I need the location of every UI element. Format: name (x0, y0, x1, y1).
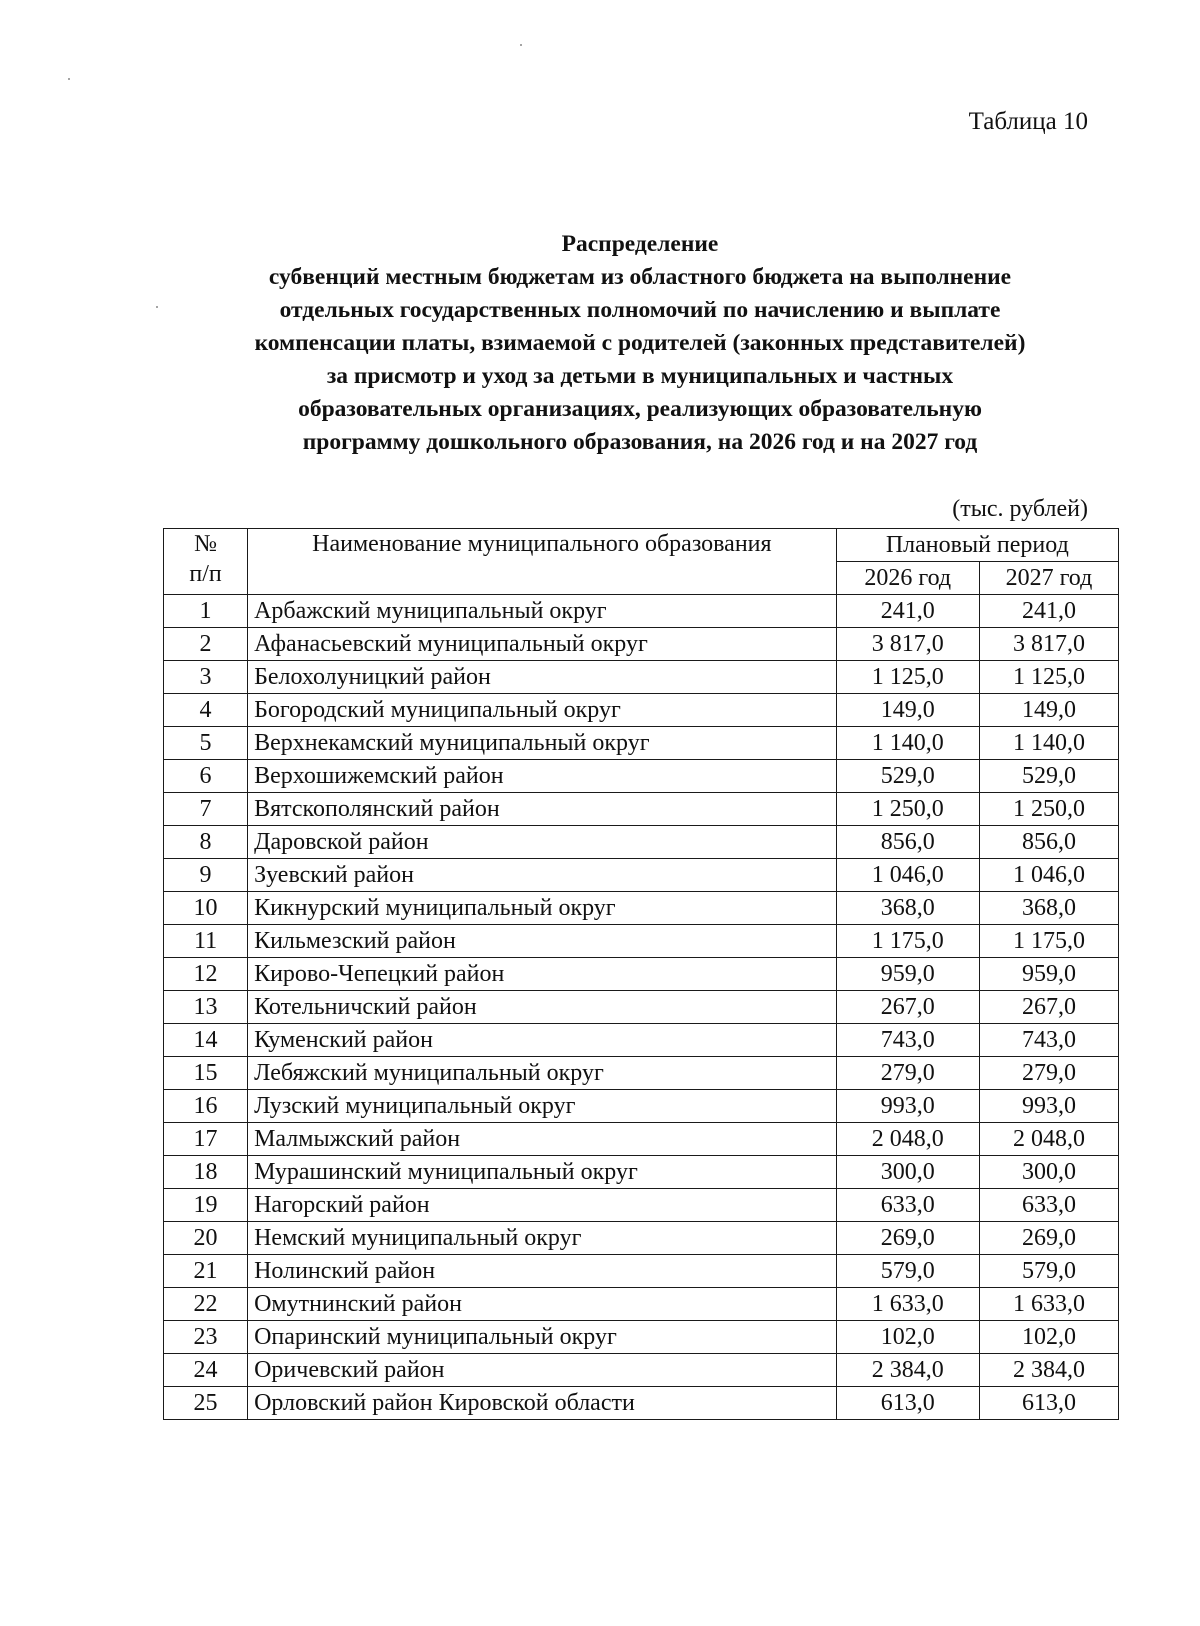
row-value-2026: 1 250,0 (836, 793, 979, 826)
row-name: Богородский муниципальный округ (248, 694, 837, 727)
title-line: субвенций местным бюджетам из областного бюджета на выполнение (268, 264, 1012, 290)
row-value-2026: 2 384,0 (836, 1354, 979, 1387)
scan-speck (156, 306, 158, 308)
header-period-cell: Плановый период (836, 529, 1118, 562)
units-label: (тыс. рублей) (952, 496, 1088, 522)
row-name: Кильмезский район (248, 925, 837, 958)
row-value-2027: 279,0 (979, 1057, 1118, 1090)
header-num-line2: п/п (189, 561, 222, 587)
row-value-2027: 1 125,0 (979, 661, 1118, 694)
header-row (164, 529, 1119, 562)
row-name: Верхошижемский район (248, 760, 837, 793)
row-name: Зуевский район (248, 859, 837, 892)
table-row (164, 1156, 1119, 1189)
row-value-2027: 241,0 (979, 595, 1118, 628)
row-name: Арбажский муниципальный округ (248, 595, 837, 628)
row-value-2026: 993,0 (836, 1090, 979, 1123)
row-number: 22 (164, 1288, 248, 1321)
row-value-2026: 613,0 (836, 1387, 979, 1420)
title-line: компенсации платы, взимаемой с родителей (законных представителей) (254, 330, 1026, 356)
row-value-2026: 267,0 (836, 991, 979, 1024)
table-row (164, 1222, 1119, 1255)
row-number: 5 (164, 727, 248, 760)
row-value-2027: 267,0 (979, 991, 1118, 1024)
row-name: Оричевский район (248, 1354, 837, 1387)
row-value-2027: 300,0 (979, 1156, 1118, 1189)
table-row (164, 892, 1119, 925)
row-value-2027: 3 817,0 (979, 628, 1118, 661)
row-value-2026: 1 125,0 (836, 661, 979, 694)
table-row (164, 1024, 1119, 1057)
row-name: Котельничский район (248, 991, 837, 1024)
row-value-2027: 2 384,0 (979, 1354, 1118, 1387)
table-row (164, 1057, 1119, 1090)
row-value-2027: 1 250,0 (979, 793, 1118, 826)
title-line: Распределение (561, 231, 719, 257)
row-name: Кирово-Чепецкий район (248, 958, 837, 991)
table-row (164, 991, 1119, 1024)
row-value-2027: 368,0 (979, 892, 1118, 925)
row-value-2026: 1 633,0 (836, 1288, 979, 1321)
row-number: 21 (164, 1255, 248, 1288)
table-row (164, 958, 1119, 991)
table-row (164, 1123, 1119, 1156)
row-value-2026: 300,0 (836, 1156, 979, 1189)
title-line: за присмотр и уход за детьми в муниципальных и частных (326, 363, 954, 389)
row-name: Даровской район (248, 826, 837, 859)
row-number: 6 (164, 760, 248, 793)
row-value-2027: 633,0 (979, 1189, 1118, 1222)
table-row (164, 1387, 1119, 1420)
table-number: Таблица 10 (968, 108, 1088, 135)
row-number: 11 (164, 925, 248, 958)
row-value-2026: 743,0 (836, 1024, 979, 1057)
row-value-2026: 579,0 (836, 1255, 979, 1288)
row-value-2026: 241,0 (836, 595, 979, 628)
row-value-2027: 269,0 (979, 1222, 1118, 1255)
header-year-2026: 2026 год (836, 562, 979, 595)
row-name: Куменский район (248, 1024, 837, 1057)
row-value-2027: 1 633,0 (979, 1288, 1118, 1321)
row-value-2026: 856,0 (836, 826, 979, 859)
row-number: 14 (164, 1024, 248, 1057)
row-number: 12 (164, 958, 248, 991)
row-value-2026: 959,0 (836, 958, 979, 991)
row-name: Малмыжский район (248, 1123, 837, 1156)
table-row (164, 859, 1119, 892)
table-row (164, 727, 1119, 760)
row-value-2027: 993,0 (979, 1090, 1118, 1123)
header-num-line1: № (194, 531, 217, 557)
row-name: Орловский район Кировской области (248, 1387, 837, 1420)
document-title (160, 228, 1120, 459)
row-value-2027: 529,0 (979, 760, 1118, 793)
table-row (164, 1189, 1119, 1222)
row-number: 20 (164, 1222, 248, 1255)
table-row (164, 1354, 1119, 1387)
row-value-2027: 743,0 (979, 1024, 1118, 1057)
scan-speck (520, 44, 522, 46)
row-name: Нагорский район (248, 1189, 837, 1222)
row-number: 9 (164, 859, 248, 892)
row-number: 4 (164, 694, 248, 727)
table-row (164, 661, 1119, 694)
row-value-2027: 1 140,0 (979, 727, 1118, 760)
row-name: Немский муниципальный округ (248, 1222, 837, 1255)
table-row (164, 1321, 1119, 1354)
row-name: Лебяжский муниципальный округ (248, 1057, 837, 1090)
row-value-2026: 3 817,0 (836, 628, 979, 661)
row-value-2027: 149,0 (979, 694, 1118, 727)
title-line: отдельных государственных полномочий по начислению и выплате (279, 297, 1001, 323)
subventions-table (163, 528, 1119, 1420)
row-number: 1 (164, 595, 248, 628)
row-name: Верхнекамский муниципальный округ (248, 727, 837, 760)
table-row (164, 826, 1119, 859)
row-number: 24 (164, 1354, 248, 1387)
table-row (164, 694, 1119, 727)
row-value-2027: 1 046,0 (979, 859, 1118, 892)
row-value-2027: 1 175,0 (979, 925, 1118, 958)
row-number: 19 (164, 1189, 248, 1222)
row-value-2027: 102,0 (979, 1321, 1118, 1354)
row-value-2026: 1 140,0 (836, 727, 979, 760)
row-number: 8 (164, 826, 248, 859)
row-number: 23 (164, 1321, 248, 1354)
table-row (164, 595, 1119, 628)
row-value-2026: 1 175,0 (836, 925, 979, 958)
row-name: Афанасьевский муниципальный округ (248, 628, 837, 661)
row-value-2026: 1 046,0 (836, 859, 979, 892)
table-row (164, 628, 1119, 661)
table-row (164, 1255, 1119, 1288)
table-row (164, 1090, 1119, 1123)
row-value-2027: 613,0 (979, 1387, 1118, 1420)
row-value-2026: 529,0 (836, 760, 979, 793)
table-row (164, 1288, 1119, 1321)
row-value-2027: 959,0 (979, 958, 1118, 991)
row-number: 10 (164, 892, 248, 925)
row-value-2026: 149,0 (836, 694, 979, 727)
header-num-cell (164, 529, 248, 595)
row-number: 15 (164, 1057, 248, 1090)
row-number: 18 (164, 1156, 248, 1189)
row-name: Мурашинский муниципальный округ (248, 1156, 837, 1189)
row-number: 13 (164, 991, 248, 1024)
row-name: Опаринский муниципальный округ (248, 1321, 837, 1354)
row-value-2026: 633,0 (836, 1189, 979, 1222)
table-row (164, 793, 1119, 826)
table-body (164, 595, 1119, 1420)
row-name: Нолинский район (248, 1255, 837, 1288)
table-row (164, 925, 1119, 958)
row-name: Вятскополянский район (248, 793, 837, 826)
row-value-2026: 2 048,0 (836, 1123, 979, 1156)
row-value-2027: 2 048,0 (979, 1123, 1118, 1156)
row-value-2026: 102,0 (836, 1321, 979, 1354)
row-value-2026: 269,0 (836, 1222, 979, 1255)
row-number: 17 (164, 1123, 248, 1156)
title-line: программу дошкольного образования, на 2026 год и на 2027 год (302, 429, 978, 455)
title-line: образовательных организациях, реализующих образовательную (298, 396, 982, 422)
row-number: 16 (164, 1090, 248, 1123)
row-name: Белохолуницкий район (248, 661, 837, 694)
header-year-2027: 2027 год (979, 562, 1118, 595)
table-row (164, 760, 1119, 793)
row-value-2026: 279,0 (836, 1057, 979, 1090)
row-number: 25 (164, 1387, 248, 1420)
row-value-2027: 856,0 (979, 826, 1118, 859)
row-number: 7 (164, 793, 248, 826)
row-name: Кикнурский муниципальный округ (248, 892, 837, 925)
scan-speck (68, 78, 70, 80)
row-name: Омутнинский район (248, 1288, 837, 1321)
row-value-2027: 579,0 (979, 1255, 1118, 1288)
row-name: Лузский муниципальный округ (248, 1090, 837, 1123)
header-name-cell: Наименование муниципального образования (248, 529, 837, 595)
row-number: 2 (164, 628, 248, 661)
row-value-2026: 368,0 (836, 892, 979, 925)
row-number: 3 (164, 661, 248, 694)
